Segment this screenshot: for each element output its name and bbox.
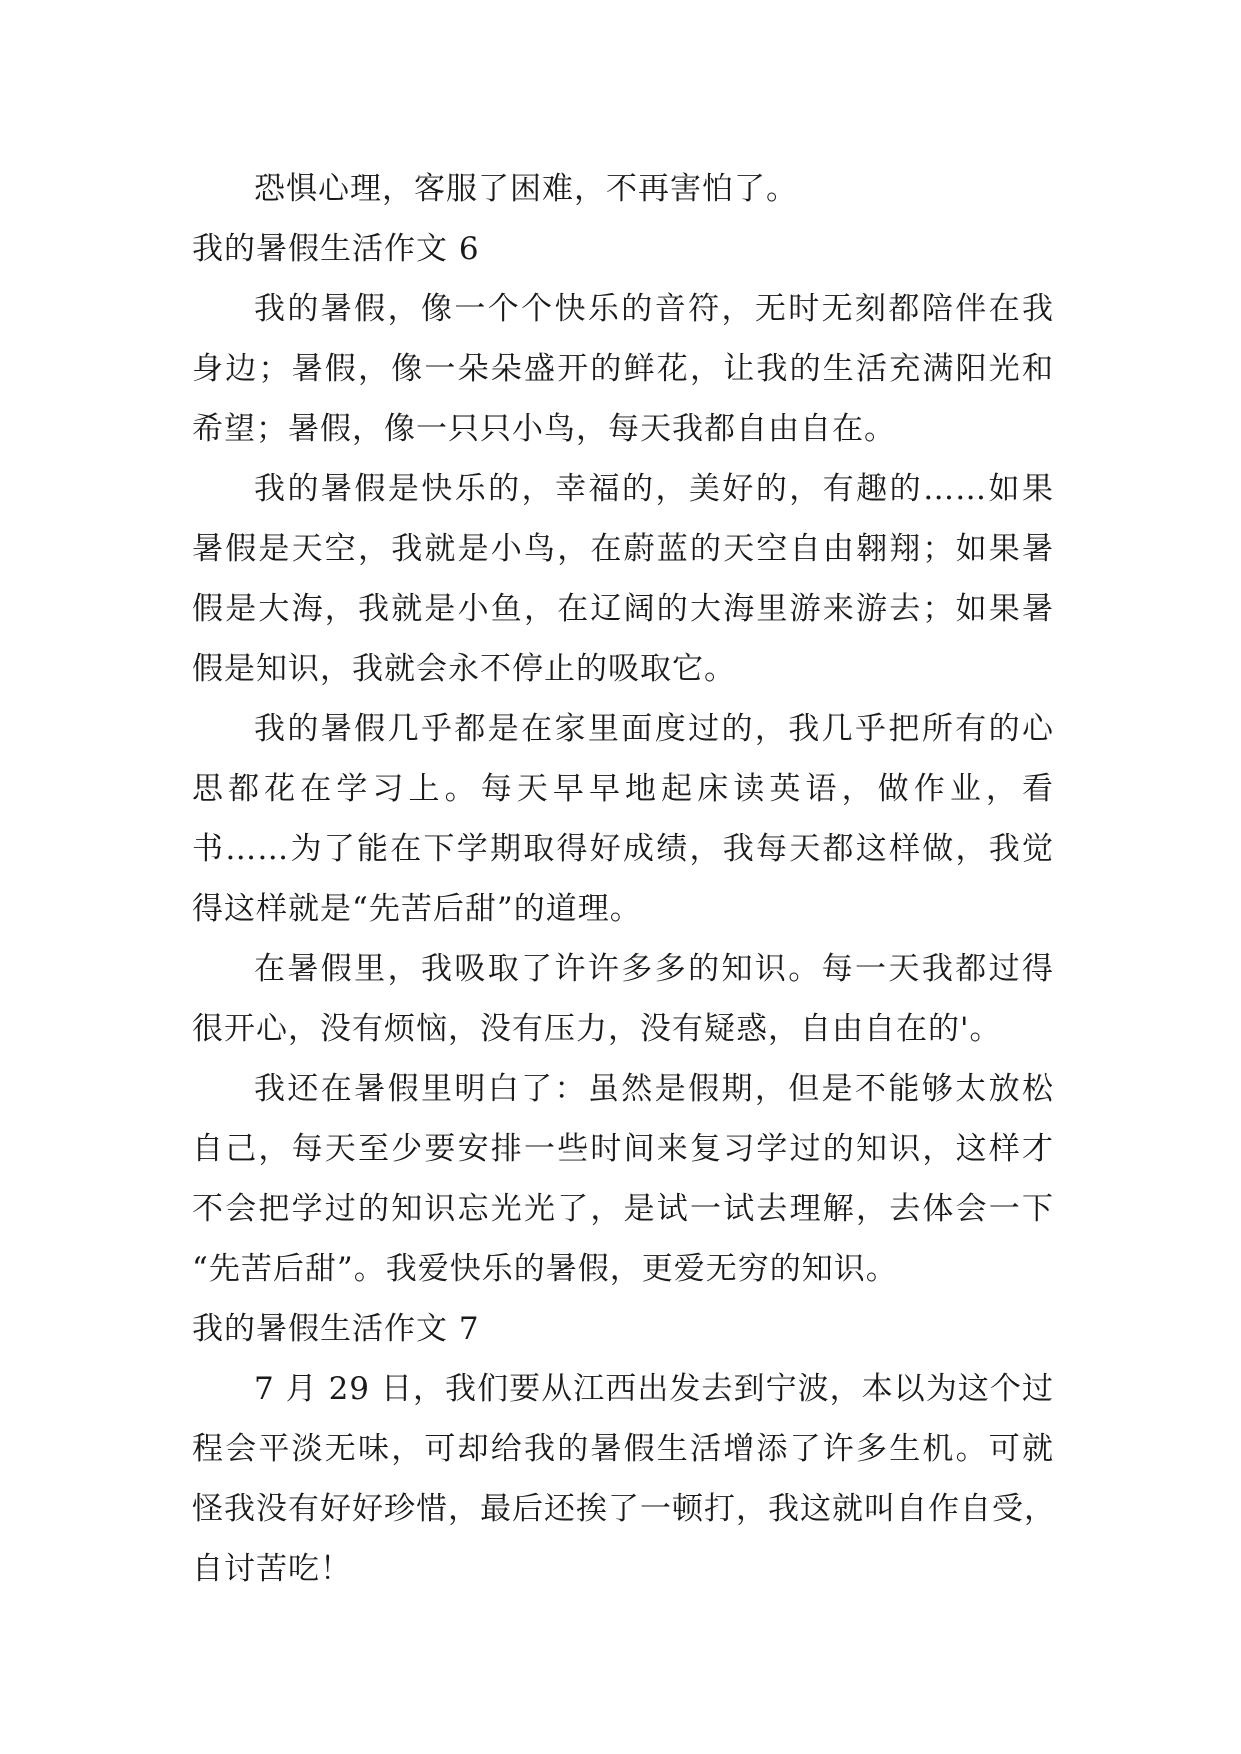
text-line: 希望；暑假，像一只只小鸟，每天我都自由自在。 — [192, 411, 896, 447]
paragraph — [192, 939, 1054, 1059]
text-line: 思都花在学习上。每天早早地起床读英语，做作业，看 — [192, 771, 1054, 807]
text-line: “先苦后甜”。我爱快乐的暑假，更爱无穷的知识。 — [192, 1251, 898, 1287]
section-heading: 我的暑假生活作文 7 — [192, 1311, 480, 1347]
text-line: 我的暑假，像一个个快乐的音符，无时无刻都陪伴在我 — [254, 291, 1054, 327]
text-line: 得这样就是“先苦后甜”的道理。 — [192, 891, 642, 927]
section-heading: 我的暑假生活作文 6 — [192, 231, 480, 267]
text-line: 身边；暑假，像一朵朵盛开的鲜花，让我的生活充满阳光和 — [192, 351, 1054, 387]
document-page — [192, 159, 1054, 1599]
text-line: 怪我没有好好珍惜，最后还挨了一顿打，我这就叫自作自受， — [192, 1491, 1056, 1527]
paragraph-continuation — [192, 159, 1054, 219]
text-line: 在暑假里，我吸取了许许多多的知识。每一天我都过得 — [254, 951, 1054, 987]
text-line: 恐惧心理，客服了困难，不再害怕了。 — [254, 171, 798, 207]
paragraph — [192, 279, 1054, 459]
text-line: 假是知识，我就会永不停止的吸取它。 — [192, 651, 736, 687]
text-line: 程会平淡无味，可却给我的暑假生活增添了许多生机。可就 — [192, 1431, 1054, 1467]
text-line: 暑假是天空，我就是小鸟，在蔚蓝的天空自由翱翔；如果暑 — [192, 531, 1054, 567]
text-line: 自己，每天至少要安排一些时间来复习学过的知识，这样才 — [192, 1131, 1054, 1167]
text-line: 我还在暑假里明白了：虽然是假期，但是不能够太放松 — [254, 1071, 1054, 1107]
paragraph — [192, 459, 1054, 699]
text-line: 很开心，没有烦恼，没有压力，没有疑惑，自由自在的'。 — [192, 1011, 1002, 1047]
text-line: 我的暑假几乎都是在家里面度过的，我几乎把所有的心 — [254, 711, 1054, 747]
text-line: 我的暑假是快乐的，幸福的，美好的，有趣的……如果 — [254, 471, 1054, 507]
paragraph — [192, 699, 1054, 939]
text-line: 书……为了能在下学期取得好成绩，我每天都这样做，我觉 — [192, 831, 1054, 867]
text-line: 假是大海，我就是小鱼，在辽阔的大海里游来游去；如果暑 — [192, 591, 1054, 627]
text-line: 不会把学过的知识忘光光了，是试一试去理解，去体会一下 — [192, 1191, 1054, 1227]
paragraph — [192, 1059, 1054, 1299]
text-line: 7 月 29 日，我们要从江西出发去到宁波，本以为这个过 — [254, 1371, 1054, 1407]
text-line: 自讨苦吃！ — [192, 1551, 352, 1587]
paragraph — [192, 1359, 1054, 1599]
